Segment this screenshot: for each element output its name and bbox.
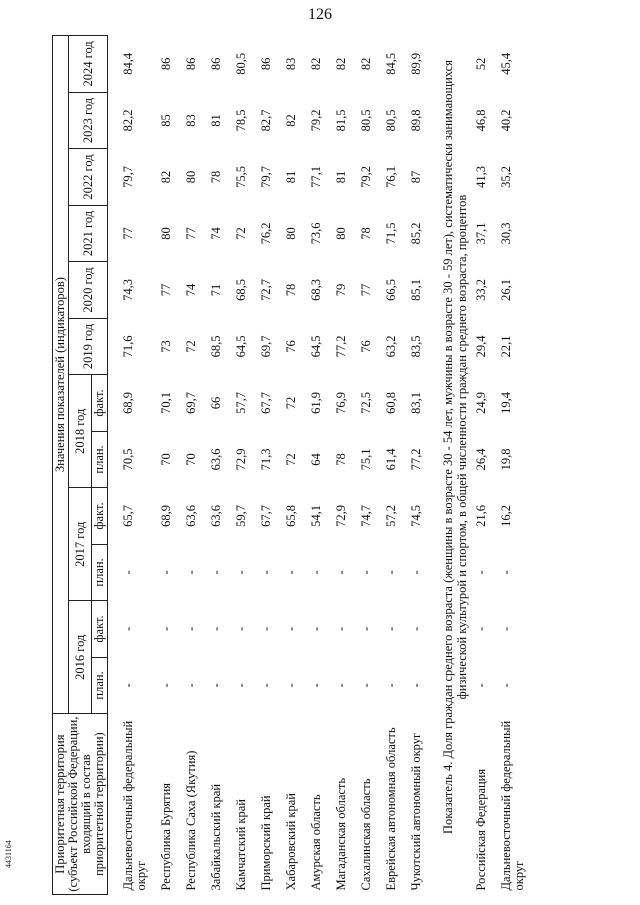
header-year-2022: 2022 год — [69, 149, 108, 206]
table-body — [108, 36, 539, 895]
row-territory-name: Еврейская автономная область — [384, 727, 398, 891]
row-value-cell: 77 — [121, 227, 135, 240]
row-spacer-cell — [424, 36, 435, 895]
row-value-cell: 71 — [209, 283, 223, 297]
indicators-table — [52, 35, 538, 895]
row-value-cell: 19,4 — [499, 392, 513, 414]
row-value-cell: 77,1 — [309, 166, 323, 188]
row-value-cell: - — [284, 683, 298, 688]
row-value-cell: 60,8 — [384, 392, 398, 414]
row-value-cell: 74,7 — [359, 505, 373, 527]
table-row — [360, 36, 374, 895]
row-value-cell: - — [409, 626, 423, 632]
row-value-cell: 82 — [359, 57, 373, 71]
row-value-cell: 66 — [209, 396, 223, 410]
row-spacer — [424, 36, 435, 895]
header-year-2021: 2021 год — [69, 205, 108, 262]
row-value-cell: 24,9 — [474, 392, 488, 414]
side-code: 4431164 — [4, 840, 13, 868]
row-value-cell: 74,5 — [409, 505, 423, 527]
row-value-cell: 26,4 — [474, 448, 488, 471]
row-value-cell: 82,7 — [259, 109, 273, 132]
row-value-cell: 76 — [284, 340, 298, 353]
row-value-cell: 65,7 — [121, 505, 135, 527]
row-value-cell: 22,1 — [499, 335, 513, 358]
row-value-cell: 82 — [334, 57, 348, 71]
row-value-cell: - — [499, 683, 513, 688]
row-value-cell: 63,6 — [209, 448, 223, 471]
row-value-cell: 87 — [409, 170, 423, 184]
row-value-cell: 86 — [159, 57, 173, 71]
table-row — [185, 36, 199, 895]
row-value-cell: 57,2 — [384, 505, 398, 527]
row-value-cell: 75,1 — [359, 448, 373, 471]
row-territory-name: Забайкальский край — [209, 783, 223, 891]
row-value-cell: - — [209, 570, 223, 575]
header-year-2018: 2018 год — [69, 375, 92, 488]
row-value-cell: - — [234, 570, 248, 575]
table-row — [410, 36, 424, 895]
row-value-cell: - — [309, 570, 323, 575]
row-value-cell: 40,2 — [499, 109, 513, 132]
row-value-cell: 76 — [359, 340, 373, 353]
row-value-cell: 63,2 — [384, 335, 398, 358]
row-value-cell: 69,7 — [259, 335, 273, 358]
header-year-2019: 2019 год — [69, 318, 108, 375]
row-value-cell: - — [384, 683, 398, 688]
row-value-cell: - — [259, 570, 273, 575]
row-value-cell: 33,2 — [474, 279, 488, 301]
row-value-cell: 41,3 — [474, 166, 488, 188]
table-row — [160, 36, 174, 895]
row-value-cell: 86 — [209, 57, 223, 71]
row-value-cell: 82,2 — [121, 109, 135, 132]
row-value-cell: 68,3 — [309, 279, 323, 301]
row-value-cell: 74 — [209, 227, 223, 240]
row-value-cell: 70,5 — [121, 448, 135, 471]
row-value-cell: 75,5 — [234, 166, 248, 188]
row-value-cell: - — [334, 683, 348, 688]
indicator4-caption-row — [435, 36, 475, 895]
row-value-cell: 84,5 — [384, 52, 398, 75]
header-fact-2018: факт. — [92, 375, 108, 432]
row-value-cell: 81 — [334, 170, 348, 184]
row-value-cell: 86 — [259, 57, 273, 71]
page-number: 126 — [308, 6, 332, 23]
row-value-cell: 77 — [159, 283, 173, 297]
header-year-2023: 2023 год — [69, 92, 108, 149]
row-value-cell: 83,1 — [409, 392, 423, 414]
row-value-cell: 63,6 — [209, 505, 223, 527]
header-fact-2016: факт. — [92, 601, 108, 658]
row-value-cell: 81,5 — [334, 109, 348, 132]
row-territory-name: Российская Федерация — [474, 768, 488, 891]
row-value-cell: 64 — [309, 453, 323, 466]
row-value-cell: 78 — [334, 453, 348, 466]
row-value-cell: 64,5 — [234, 335, 248, 358]
row-value-cell: 72,5 — [359, 392, 373, 414]
row-value-cell: 35,2 — [499, 166, 513, 188]
row-territory-name: Дальневосточный федеральный округ — [121, 720, 148, 891]
row-value-cell: 30,3 — [499, 222, 513, 245]
row-value-cell: 61,4 — [384, 448, 398, 471]
row-value-cell: 78 — [209, 170, 223, 184]
row-value-cell: 77,2 — [409, 448, 423, 471]
row-value-cell: 71,5 — [384, 222, 398, 245]
row-value-cell: 72,9 — [334, 505, 348, 527]
row-value-cell: - — [474, 683, 488, 688]
header-year-2016: 2016 год — [69, 601, 92, 714]
row-value-cell: 81 — [209, 114, 223, 127]
row-value-cell: - — [384, 570, 398, 575]
header-year-2020: 2020 год — [69, 262, 108, 319]
row-spacer — [527, 36, 538, 895]
row-value-cell: - — [121, 626, 135, 632]
row-value-cell: 73,6 — [309, 222, 323, 245]
row-value-cell: - — [284, 570, 298, 575]
header-territory: Приоритетная территория (субъект Российской Федерации, входящий в состав приоритетной территории) — [53, 714, 108, 895]
row-value-cell: - — [234, 683, 248, 688]
row-value-cell: 72 — [234, 227, 248, 240]
row-value-cell: 81 — [284, 170, 298, 184]
row-territory-name: Дальневосточный федеральный округ — [499, 720, 526, 891]
row-value-cell: 69,7 — [184, 392, 198, 414]
row-value-cell: - — [234, 626, 248, 632]
indicator4-caption: Показатель 4. Доля граждан среднего возраста (женщины в возрасте 30 - 54 лет, мужчины в возрасте 30 - 59 лет), систематически занимающихся физической культурой и спортом, в общей численности граждан среднего возраста, процентов — [441, 60, 469, 834]
row-value-cell: 70 — [184, 453, 198, 466]
row-value-cell: - — [359, 683, 373, 688]
row-value-cell: 85 — [159, 114, 173, 127]
row-territory-name: Республика Бурятия — [159, 782, 173, 891]
row-value-cell: 52 — [474, 57, 488, 71]
table-row — [235, 36, 249, 895]
row-value-cell: 78 — [359, 227, 373, 240]
row-value-cell: 67,7 — [259, 392, 273, 414]
row-value-cell: - — [334, 626, 348, 632]
row-value-cell: 80 — [184, 170, 198, 184]
row-value-cell: 26,1 — [499, 279, 513, 301]
table-row — [210, 36, 224, 895]
row-value-cell: 19,8 — [499, 448, 513, 471]
table-row — [310, 36, 324, 895]
row-territory-name: Камчатский край — [234, 799, 248, 891]
row-value-cell: 77 — [359, 283, 373, 297]
row-value-cell: 79,2 — [359, 166, 373, 188]
row-value-cell: - — [184, 683, 198, 688]
row-value-cell: 89,9 — [409, 52, 423, 75]
row-value-cell: 72 — [284, 453, 298, 466]
row-value-cell: 73 — [159, 340, 173, 353]
row-value-cell: - — [309, 683, 323, 688]
row-value-cell: 72,7 — [259, 279, 273, 301]
row-value-cell: 63,6 — [184, 505, 198, 527]
row-value-cell: - — [359, 626, 373, 632]
row-value-cell: 79,2 — [309, 109, 323, 132]
row-value-cell: - — [334, 570, 348, 575]
row-territory-name: Чукотский автономный округ — [409, 732, 423, 891]
header-indicators-group: Значения показателей (индикаторов) — [53, 36, 69, 714]
row-value-cell: 72,9 — [234, 448, 248, 471]
row-value-cell: 80,5 — [234, 52, 248, 75]
row-value-cell: 77 — [184, 227, 198, 240]
row-value-cell: - — [384, 626, 398, 632]
row-value-cell: 74 — [184, 283, 198, 297]
row-spacer-cell — [527, 36, 538, 895]
row-value-cell: 16,2 — [499, 505, 513, 527]
row-value-cell: 79 — [334, 283, 348, 297]
row-territory-name: Амурская область — [309, 794, 323, 891]
row-territory-name: Сахалинская область — [359, 778, 373, 891]
table-row — [335, 36, 349, 895]
row-value-cell: 68,5 — [209, 335, 223, 358]
row-value-cell: 68,9 — [121, 392, 135, 414]
row-territory-name: Хабаровский край — [284, 793, 298, 891]
row-value-cell: 80 — [159, 227, 173, 240]
row-value-cell: - — [184, 570, 198, 575]
row-value-cell: - — [184, 626, 198, 632]
row-value-cell: 79,7 — [259, 166, 273, 188]
row-value-cell: 82 — [159, 170, 173, 184]
row-value-cell: - — [309, 626, 323, 632]
row-value-cell: 71,3 — [259, 448, 273, 471]
row-value-cell: - — [284, 626, 298, 632]
header-plan-2017: план. — [92, 544, 108, 601]
row-value-cell: 29,4 — [474, 335, 488, 358]
row-value-cell: 85,1 — [409, 279, 423, 301]
row-value-cell: 80 — [284, 227, 298, 240]
row-value-cell: - — [259, 683, 273, 688]
row-value-cell: 21,6 — [474, 505, 488, 527]
row-value-cell: 67,7 — [259, 505, 273, 527]
row-value-cell: 77,2 — [334, 335, 348, 358]
row-value-cell: 84,4 — [121, 52, 135, 75]
row-value-cell: - — [209, 626, 223, 632]
row-value-cell: 68,9 — [159, 505, 173, 527]
row-value-cell: 78,5 — [234, 109, 248, 132]
row-value-cell: 78 — [284, 283, 298, 297]
row-value-cell: 82 — [284, 114, 298, 127]
row-value-cell: 89,8 — [409, 109, 423, 132]
header-plan-2018: план. — [92, 431, 108, 488]
row-value-cell: - — [159, 570, 173, 575]
row-value-cell: - — [499, 626, 513, 632]
row-value-cell: 70,1 — [159, 392, 173, 414]
rotated-table-area — [52, 35, 622, 895]
row-value-cell: 80 — [334, 227, 348, 240]
row-value-cell: - — [474, 626, 488, 632]
row-value-cell: 85,2 — [409, 222, 423, 245]
row-value-cell: - — [121, 683, 135, 688]
row-value-cell: 46,8 — [474, 109, 488, 132]
row-value-cell: 82 — [309, 57, 323, 71]
row-value-cell: - — [499, 570, 513, 575]
row-value-cell: 80,5 — [359, 109, 373, 132]
row-value-cell: 64,5 — [309, 335, 323, 358]
row-value-cell: 65,8 — [284, 505, 298, 527]
row-value-cell: 80,5 — [384, 109, 398, 132]
table-row — [475, 36, 489, 895]
row-value-cell: - — [259, 626, 273, 632]
row-value-cell: 79,7 — [121, 166, 135, 188]
table-row — [285, 36, 299, 895]
row-value-cell: 71,6 — [121, 335, 135, 358]
row-value-cell: 68,5 — [234, 279, 248, 301]
row-value-cell: 86 — [184, 57, 198, 71]
row-value-cell: - — [121, 570, 135, 575]
row-value-cell: 72 — [184, 340, 198, 353]
row-value-cell: 83 — [184, 114, 198, 127]
table-row — [500, 36, 527, 895]
row-value-cell: 54,1 — [309, 505, 323, 527]
row-value-cell: - — [409, 683, 423, 688]
table-row — [385, 36, 399, 895]
row-territory-name: Магаданская область — [334, 777, 348, 891]
row-territory-name: Приморский край — [259, 795, 273, 891]
row-value-cell: 37,1 — [474, 222, 488, 245]
row-value-cell: 83 — [284, 57, 298, 71]
row-value-cell: 72 — [284, 396, 298, 410]
row-value-cell: 76,2 — [259, 222, 273, 245]
header-year-2024: 2024 год — [69, 36, 108, 93]
row-value-cell: 59,7 — [234, 505, 248, 527]
row-value-cell: - — [209, 683, 223, 688]
header-plan-2016: план. — [92, 657, 108, 714]
row-value-cell: 76,1 — [384, 166, 398, 188]
row-value-cell: - — [474, 570, 488, 575]
row-value-cell: - — [359, 570, 373, 575]
row-value-cell: 66,5 — [384, 279, 398, 301]
row-value-cell: 83,5 — [409, 335, 423, 358]
row-value-cell: 57,7 — [234, 392, 248, 414]
header-fact-2017: факт. — [92, 488, 108, 545]
row-value-cell: 45,4 — [499, 52, 513, 75]
header-year-2017: 2017 год — [69, 488, 92, 601]
row-value-cell: 76,9 — [334, 392, 348, 414]
row-value-cell: 70 — [159, 453, 173, 466]
row-value-cell: - — [159, 626, 173, 632]
row-value-cell: - — [159, 683, 173, 688]
table-row — [108, 36, 150, 895]
row-value-cell: 61,9 — [309, 392, 323, 414]
row-value-cell: - — [409, 570, 423, 575]
table-row — [260, 36, 274, 895]
row-value-cell: 74,3 — [121, 279, 135, 301]
row-territory-name: Республика Саха (Якутия) — [184, 750, 198, 891]
